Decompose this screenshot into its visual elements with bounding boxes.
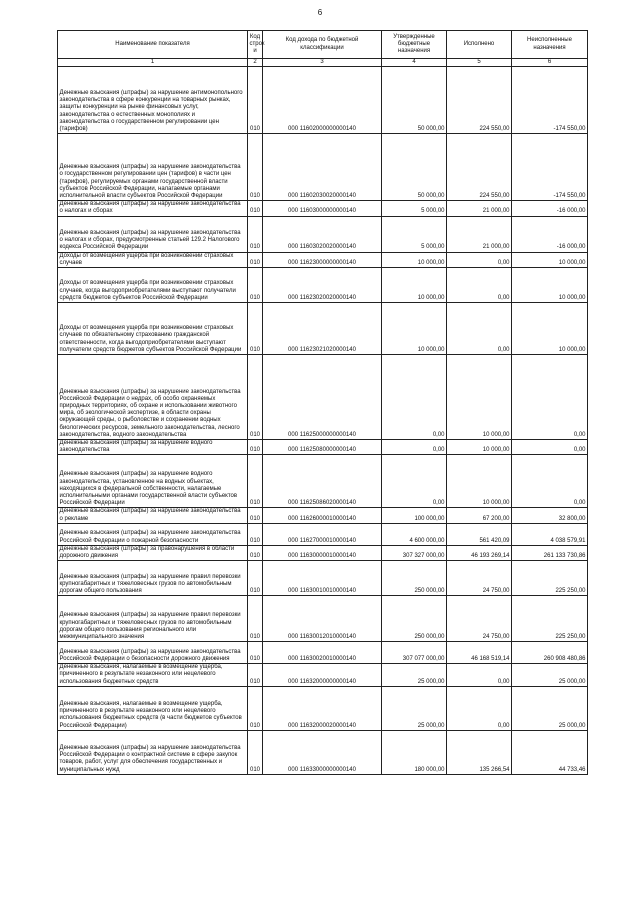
line-code: 010: [248, 561, 263, 596]
executed-amount: 0,00: [447, 686, 512, 730]
indicator-name: Денежные взыскания (штрафы) за нарушение законодательства Российской Федерации о пожарной безопасности: [58, 523, 248, 545]
executed-amount: 46 193 269,14: [447, 545, 512, 560]
remaining-amount: 4 038 579,91: [512, 523, 588, 545]
line-code: 010: [248, 455, 263, 508]
table-row: [58, 561, 588, 596]
remaining-amount: -174 550,00: [512, 67, 588, 134]
income-code: 000 11603020020000140: [263, 216, 382, 252]
executed-amount: 10 000,00: [447, 455, 512, 508]
line-code: 010: [248, 216, 263, 252]
executed-amount: 10 000,00: [447, 440, 512, 455]
column-number: 6: [512, 59, 588, 67]
indicator-name: Денежные взыскания (штрафы) за правонарушения в области дорожного движения: [58, 545, 248, 560]
indicator-name: Денежные взыскания, налагаемые в возмещение ущерба, причиненного в результате незаконного или нецелевого использования бюджетных средств: [58, 664, 248, 687]
executed-amount: 0,00: [447, 303, 512, 355]
approved-amount: 307 327 000,00: [382, 545, 447, 560]
header-remaining: Неисполненные назначения: [512, 31, 588, 59]
line-code: 010: [248, 355, 263, 440]
remaining-amount: 25 000,00: [512, 686, 588, 730]
income-code: 000 11626000010000140: [263, 508, 382, 523]
indicator-name: Денежные взыскания (штрафы) за нарушение антимонопольного законодательства в сфере конкуренции на товарных рынках, защиты конкуренции на рынке финансовых услуг, законодательства о естественных монополиях и законодательства о государственном регулировании цен (тарифов): [58, 67, 248, 134]
table-row: [58, 440, 588, 455]
executed-amount: 224 550,00: [447, 67, 512, 134]
executed-amount: 0,00: [447, 268, 512, 303]
income-code: 000 11630020010000140: [263, 642, 382, 664]
income-code: 000 11633000000000140: [263, 730, 382, 774]
remaining-amount: 0,00: [512, 440, 588, 455]
indicator-name: Денежные взыскания (штрафы) за нарушение законодательства Российской Федерации о безопасности дорожного движения: [58, 642, 248, 664]
table-row: [58, 596, 588, 642]
approved-amount: 0,00: [382, 355, 447, 440]
approved-amount: 180 000,00: [382, 730, 447, 774]
approved-amount: 25 000,00: [382, 686, 447, 730]
table-row: [58, 201, 588, 216]
remaining-amount: 10 000,00: [512, 303, 588, 355]
income-code: 000 11627000010000140: [263, 523, 382, 545]
remaining-amount: 32 800,00: [512, 508, 588, 523]
executed-amount: 561 420,09: [447, 523, 512, 545]
indicator-name: Денежные взыскания (штрафы) за нарушение законодательства о налогах и сборах, предусмотренные статьей 129.2 Налогового кодекса Российской Федерации: [58, 216, 248, 252]
income-code: 000 11623020020000140: [263, 268, 382, 303]
approved-amount: 10 000,00: [382, 268, 447, 303]
table-row: [58, 355, 588, 440]
executed-amount: 10 000,00: [447, 355, 512, 440]
header-indicator-name: Наименование показателя: [58, 31, 248, 59]
executed-amount: 224 550,00: [447, 134, 512, 201]
approved-amount: 100 000,00: [382, 508, 447, 523]
header-line-code: Код строк и: [248, 31, 263, 59]
remaining-amount: -16 000,00: [512, 216, 588, 252]
income-code: 000 11602000000000140: [263, 67, 382, 134]
income-code: 000 11623000000000140: [263, 252, 382, 267]
executed-amount: 46 168 519,14: [447, 642, 512, 664]
remaining-amount: 0,00: [512, 455, 588, 508]
approved-amount: 0,00: [382, 440, 447, 455]
line-code: 010: [248, 67, 263, 134]
line-code: 010: [248, 303, 263, 355]
line-code: 010: [248, 201, 263, 216]
executed-amount: 24 750,00: [447, 596, 512, 642]
table-header-row: [58, 31, 588, 59]
approved-amount: 307 077 000,00: [382, 642, 447, 664]
indicator-name: Денежные взыскания (штрафы) за нарушение законодательства Российской Федерации о недрах, об особо охраняемых природных территориях, об охране и использовании животного мира, об экологической экспертизе, в области охраны окружающей среды, о рыболовстве и сохранении водных биологических ресурсов, земельного законодательства, лесного законодательства, водного законодательства: [58, 355, 248, 440]
table-row: [58, 664, 588, 687]
executed-amount: 21 000,00: [447, 201, 512, 216]
remaining-amount: 10 000,00: [512, 252, 588, 267]
line-code: 010: [248, 730, 263, 774]
table-row: [58, 508, 588, 523]
indicator-name: Доходы от возмещения ущерба при возникновении страховых случаев: [58, 252, 248, 267]
income-code: 000 11630000010000140: [263, 545, 382, 560]
indicator-name: Доходы от возмещения ущерба при возникновении страховых случаев, когда выгодоприобретателями выступают получатели средств бюджетов субъектов Российской Федерации: [58, 268, 248, 303]
income-code: 000 11623021020000140: [263, 303, 382, 355]
approved-amount: 250 000,00: [382, 561, 447, 596]
table-row: [58, 252, 588, 267]
income-code: 000 11625080000000140: [263, 440, 382, 455]
income-code: 000 11625086020000140: [263, 455, 382, 508]
table-row: [58, 545, 588, 560]
indicator-name: Денежные взыскания (штрафы) за нарушение законодательства о рекламе: [58, 508, 248, 523]
income-code: 000 11603000000000140: [263, 201, 382, 216]
table-row: [58, 523, 588, 545]
approved-amount: 50 000,00: [382, 67, 447, 134]
approved-amount: 0,00: [382, 455, 447, 508]
approved-amount: 25 000,00: [382, 664, 447, 687]
executed-amount: 67 200,00: [447, 508, 512, 523]
remaining-amount: 261 133 730,86: [512, 545, 588, 560]
table-row: [58, 686, 588, 730]
indicator-name: Денежные взыскания (штрафы) за нарушение водного законодательства, установленное на водных объектах, находящихся в федеральной собственности, налагаемые исполнительными органами государственной власти субъектов Российской Федерации: [58, 455, 248, 508]
line-code: 010: [248, 545, 263, 560]
approved-amount: 50 000,00: [382, 134, 447, 201]
executed-amount: 135 266,54: [447, 730, 512, 774]
line-code: 010: [248, 440, 263, 455]
executed-amount: 0,00: [447, 664, 512, 687]
approved-amount: 250 000,00: [382, 596, 447, 642]
header-income-code: Код дохода по бюджетной классификации: [263, 31, 382, 59]
line-code: 010: [248, 596, 263, 642]
column-number: 2: [248, 59, 263, 67]
table-row: [58, 216, 588, 252]
header-approved: Утвержденные бюджетные назначения: [382, 31, 447, 59]
income-code: 000 11632000000000140: [263, 664, 382, 687]
remaining-amount: 10 000,00: [512, 268, 588, 303]
table-row: [58, 455, 588, 508]
indicator-name: Денежные взыскания (штрафы) за нарушение законодательства Российской Федерации о контрактной системе в сфере закупок товаров, работ, услуг для обеспечения государственных и муниципальных нужд: [58, 730, 248, 774]
line-code: 010: [248, 523, 263, 545]
approved-amount: 4 600 000,00: [382, 523, 447, 545]
approved-amount: 5 000,00: [382, 201, 447, 216]
remaining-amount: 0,00: [512, 355, 588, 440]
indicator-name: Денежные взыскания (штрафы) за нарушение законодательства о государственном регулировании цен (тарифов) в части цен (тарифов), регулируемых органами государственной власти субъектов Российской Федерации, налагаемые органами исполнительной власти субъектов Российской Федерации: [58, 134, 248, 201]
table-row: [58, 642, 588, 664]
table-row: [58, 303, 588, 355]
income-code: 000 11630010010000140: [263, 561, 382, 596]
header-executed: Исполнено: [447, 31, 512, 59]
approved-amount: 10 000,00: [382, 252, 447, 267]
budget-execution-table: [57, 30, 588, 775]
income-code: 000 11632000020000140: [263, 686, 382, 730]
indicator-name: Доходы от возмещения ущерба при возникновении страховых случаев по обязательному страхованию гражданской ответственности, когда выгодоприобретателями выступают получатели средств бюджетов субъектов Российской Федерации: [58, 303, 248, 355]
column-number: 1: [58, 59, 248, 67]
executed-amount: 24 750,00: [447, 561, 512, 596]
page-number: 6: [317, 8, 323, 17]
line-code: 010: [248, 664, 263, 687]
column-number: 5: [447, 59, 512, 67]
income-code: 000 11625000000000140: [263, 355, 382, 440]
indicator-name: Денежные взыскания (штрафы) за нарушение законодательства о налогах и сборах: [58, 201, 248, 216]
indicator-name: Денежные взыскания (штрафы) за нарушение водного законодательства: [58, 440, 248, 455]
indicator-name: Денежные взыскания, налагаемые в возмещение ущерба, причиненного в результате незаконного или нецелевого использования бюджетных средств (в части бюджетов субъектов Российской Федерации): [58, 686, 248, 730]
approved-amount: 5 000,00: [382, 216, 447, 252]
line-code: 010: [248, 134, 263, 201]
executed-amount: 0,00: [447, 252, 512, 267]
table-row: [58, 268, 588, 303]
remaining-amount: 225 250,00: [512, 596, 588, 642]
remaining-amount: 44 733,46: [512, 730, 588, 774]
executed-amount: 21 000,00: [447, 216, 512, 252]
table-row: [58, 67, 588, 134]
line-code: 010: [248, 508, 263, 523]
line-code: 010: [248, 268, 263, 303]
remaining-amount: -174 550,00: [512, 134, 588, 201]
remaining-amount: 225 250,00: [512, 561, 588, 596]
income-code: 000 11630012010000140: [263, 596, 382, 642]
column-number: 3: [263, 59, 382, 67]
column-number: 4: [382, 59, 447, 67]
line-code: 010: [248, 252, 263, 267]
remaining-amount: -16 000,00: [512, 201, 588, 216]
line-code: 010: [248, 686, 263, 730]
table-row: [58, 134, 588, 201]
remaining-amount: 25 000,00: [512, 664, 588, 687]
indicator-name: Денежные взыскания (штрафы) за нарушение правил перевозки крупногабаритных и тяжеловесных грузов по автомобильным дорогам общего пользования регионального или межмуниципального значения: [58, 596, 248, 642]
line-code: 010: [248, 642, 263, 664]
column-number-row: [58, 59, 588, 67]
income-code: 000 11602030020000140: [263, 134, 382, 201]
approved-amount: 10 000,00: [382, 303, 447, 355]
indicator-name: Денежные взыскания (штрафы) за нарушение правил перевозки крупногабаритных и тяжеловесных грузов по автомобильным дорогам общего пользования: [58, 561, 248, 596]
table-row: [58, 730, 588, 774]
remaining-amount: 260 908 480,86: [512, 642, 588, 664]
